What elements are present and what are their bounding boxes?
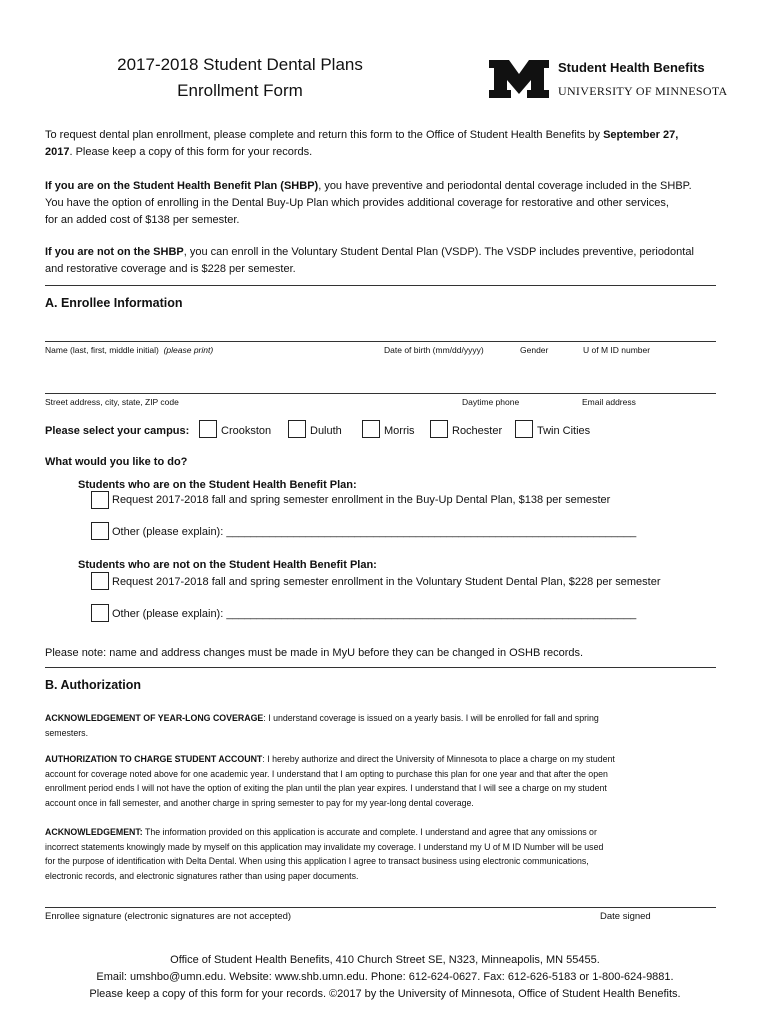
- group1-other-label: Other (please explain): ___________________________________________________________________: [112, 526, 637, 538]
- intro-paragraph-3: If you are not on the SHBP, you can enroll in the Voluntary Student Dental Plan (VSDP). The VSDP includes preventive, periodontal and restorative coverage and is $228 per semester.: [45, 246, 694, 275]
- ack-year-long-coverage: ACKNOWLEDGEMENT OF YEAR-LONG COVERAGE: I understand coverage is issued on a yearly basis. I will be enrolled for fall and spring semesters.: [45, 713, 599, 738]
- signature-field-line[interactable]: [45, 907, 716, 908]
- title-line-2: Enrollment Form: [177, 81, 303, 100]
- buyup-plan-label: Request 2017-2018 fall and spring semester enrollment in the Buy-Up Dental Plan, $138 per semester: [112, 494, 611, 506]
- campus-twin-cities-checkbox[interactable]: [515, 420, 533, 438]
- address-field-line[interactable]: [45, 393, 716, 394]
- campus-rochester-label: Rochester: [452, 425, 503, 437]
- vsdp-plan-label: Request 2017-2018 fall and spring semester enrollment in the Voluntary Student Dental Plan, $228 per semester: [112, 576, 661, 588]
- name-field-line[interactable]: [45, 341, 716, 342]
- footer: [20, 952, 750, 1003]
- title-line-1: 2017-2018 Student Dental Plans: [117, 55, 363, 74]
- university-m-logo: [489, 60, 549, 98]
- ack-information-accurate: ACKNOWLEDGEMENT: The information provided on this application is accurate and complete. I understand and agree that any omissions or incorrect statements knowingly made by myself on this application may invalidate my coverage. I understand my U of M ID Number will be used for the purpose of identification with Delta Dental. When using this application I agree to transact business using electronic communications, electronic records, and electronic signatures rather than using paper documents.: [45, 827, 604, 881]
- footer-contact: Email: umshbo@umn.edu. Website: www.shb.umn.edu. Phone: 612-624-0627. Fax: 612-626-5183 or 1-800-624-9881.: [96, 971, 674, 983]
- signature-label: Enrollee signature (electronic signatures are not accepted): [45, 911, 292, 922]
- name-label: Name (last, first, middle initial) (please print): [45, 345, 214, 355]
- intro-paragraph-1: To request dental plan enrollment, please complete and return this form to the Office of Student Health Benefits by September 27, 2017. Please keep a copy of this form for your records.: [45, 129, 679, 158]
- intro-paragraph-2: If you are on the Student Health Benefit Plan (SHBP), you have preventive and periodontal dental coverage included in the SHBP. You have the option of enrolling in the Dental Buy-Up Plan which provides additional coverage for restorative and other services, for an added cost of $138 per semester.: [45, 180, 692, 226]
- campus-morris-checkbox[interactable]: [362, 420, 380, 438]
- gender-label: Gender: [520, 345, 549, 355]
- campus-morris-label: Morris: [384, 425, 415, 437]
- group1-heading: Students who are on the Student Health Benefit Plan:: [78, 479, 357, 491]
- group2-other-checkbox[interactable]: [91, 604, 109, 622]
- campus-duluth-label: Duluth: [310, 425, 342, 437]
- group2-heading: Students who are not on the Student Health Benefit Plan:: [78, 559, 377, 571]
- section-b-heading: B. Authorization: [45, 678, 142, 692]
- dob-label: Date of birth (mm/dd/yyyy): [384, 345, 484, 355]
- campus-crookston-label: Crookston: [221, 425, 272, 437]
- campus-duluth-checkbox[interactable]: [288, 420, 306, 438]
- vsdp-plan-checkbox[interactable]: [91, 572, 109, 590]
- name-change-note: Please note: name and address changes must be made in MyU before they can be changed in OSHB records.: [45, 647, 584, 659]
- group1-other-checkbox[interactable]: [91, 522, 109, 540]
- divider: [45, 667, 716, 668]
- authorization-charge-account: AUTHORIZATION TO CHARGE STUDENT ACCOUNT: I hereby authorize and direct the University of Minnesota to place a charge on my student account for coverage noted above for one academic year. I understand that I am opting to purchase this plan for one year and that after the open enrollment period ends I will not have the option of exiting the plan until the plan year expires. I understand that I will see a charge on my student account once in fall semester, and another charge in spring semester to pay for my year-long dental coverage.: [45, 754, 615, 808]
- form-title: [85, 52, 395, 104]
- logo-student-health-benefits: Student Health Benefits: [558, 60, 705, 75]
- action-question: What would you like to do?: [45, 456, 188, 468]
- address-label: Street address, city, state, ZIP code: [45, 397, 179, 407]
- campus-twin-cities-label: Twin Cities: [537, 425, 591, 437]
- date-signed-label: Date signed: [600, 911, 651, 922]
- campus-crookston-checkbox[interactable]: [199, 420, 217, 438]
- email-label: Email address: [582, 397, 636, 407]
- section-a-heading: A. Enrollee Information: [45, 296, 183, 310]
- buyup-plan-checkbox[interactable]: [91, 491, 109, 509]
- phone-label: Daytime phone: [462, 397, 520, 407]
- umid-label: U of M ID number: [583, 345, 651, 355]
- divider: [45, 285, 716, 286]
- logo-university-name: UNIVERSITY OF MINNESOTA: [558, 84, 728, 98]
- footer-address: Office of Student Health Benefits, 410 Church Street SE, N323, Minneapolis, MN 55455.: [170, 954, 600, 966]
- campus-select-label: Please select your campus:: [45, 425, 190, 437]
- footer-copyright: Please keep a copy of this form for your records. ©2017 by the University of Minnesota, Office of Student Health Benefits.: [89, 988, 681, 1000]
- group2-other-label: Other (please explain): ___________________________________________________________________: [112, 608, 637, 620]
- campus-rochester-checkbox[interactable]: [430, 420, 448, 438]
